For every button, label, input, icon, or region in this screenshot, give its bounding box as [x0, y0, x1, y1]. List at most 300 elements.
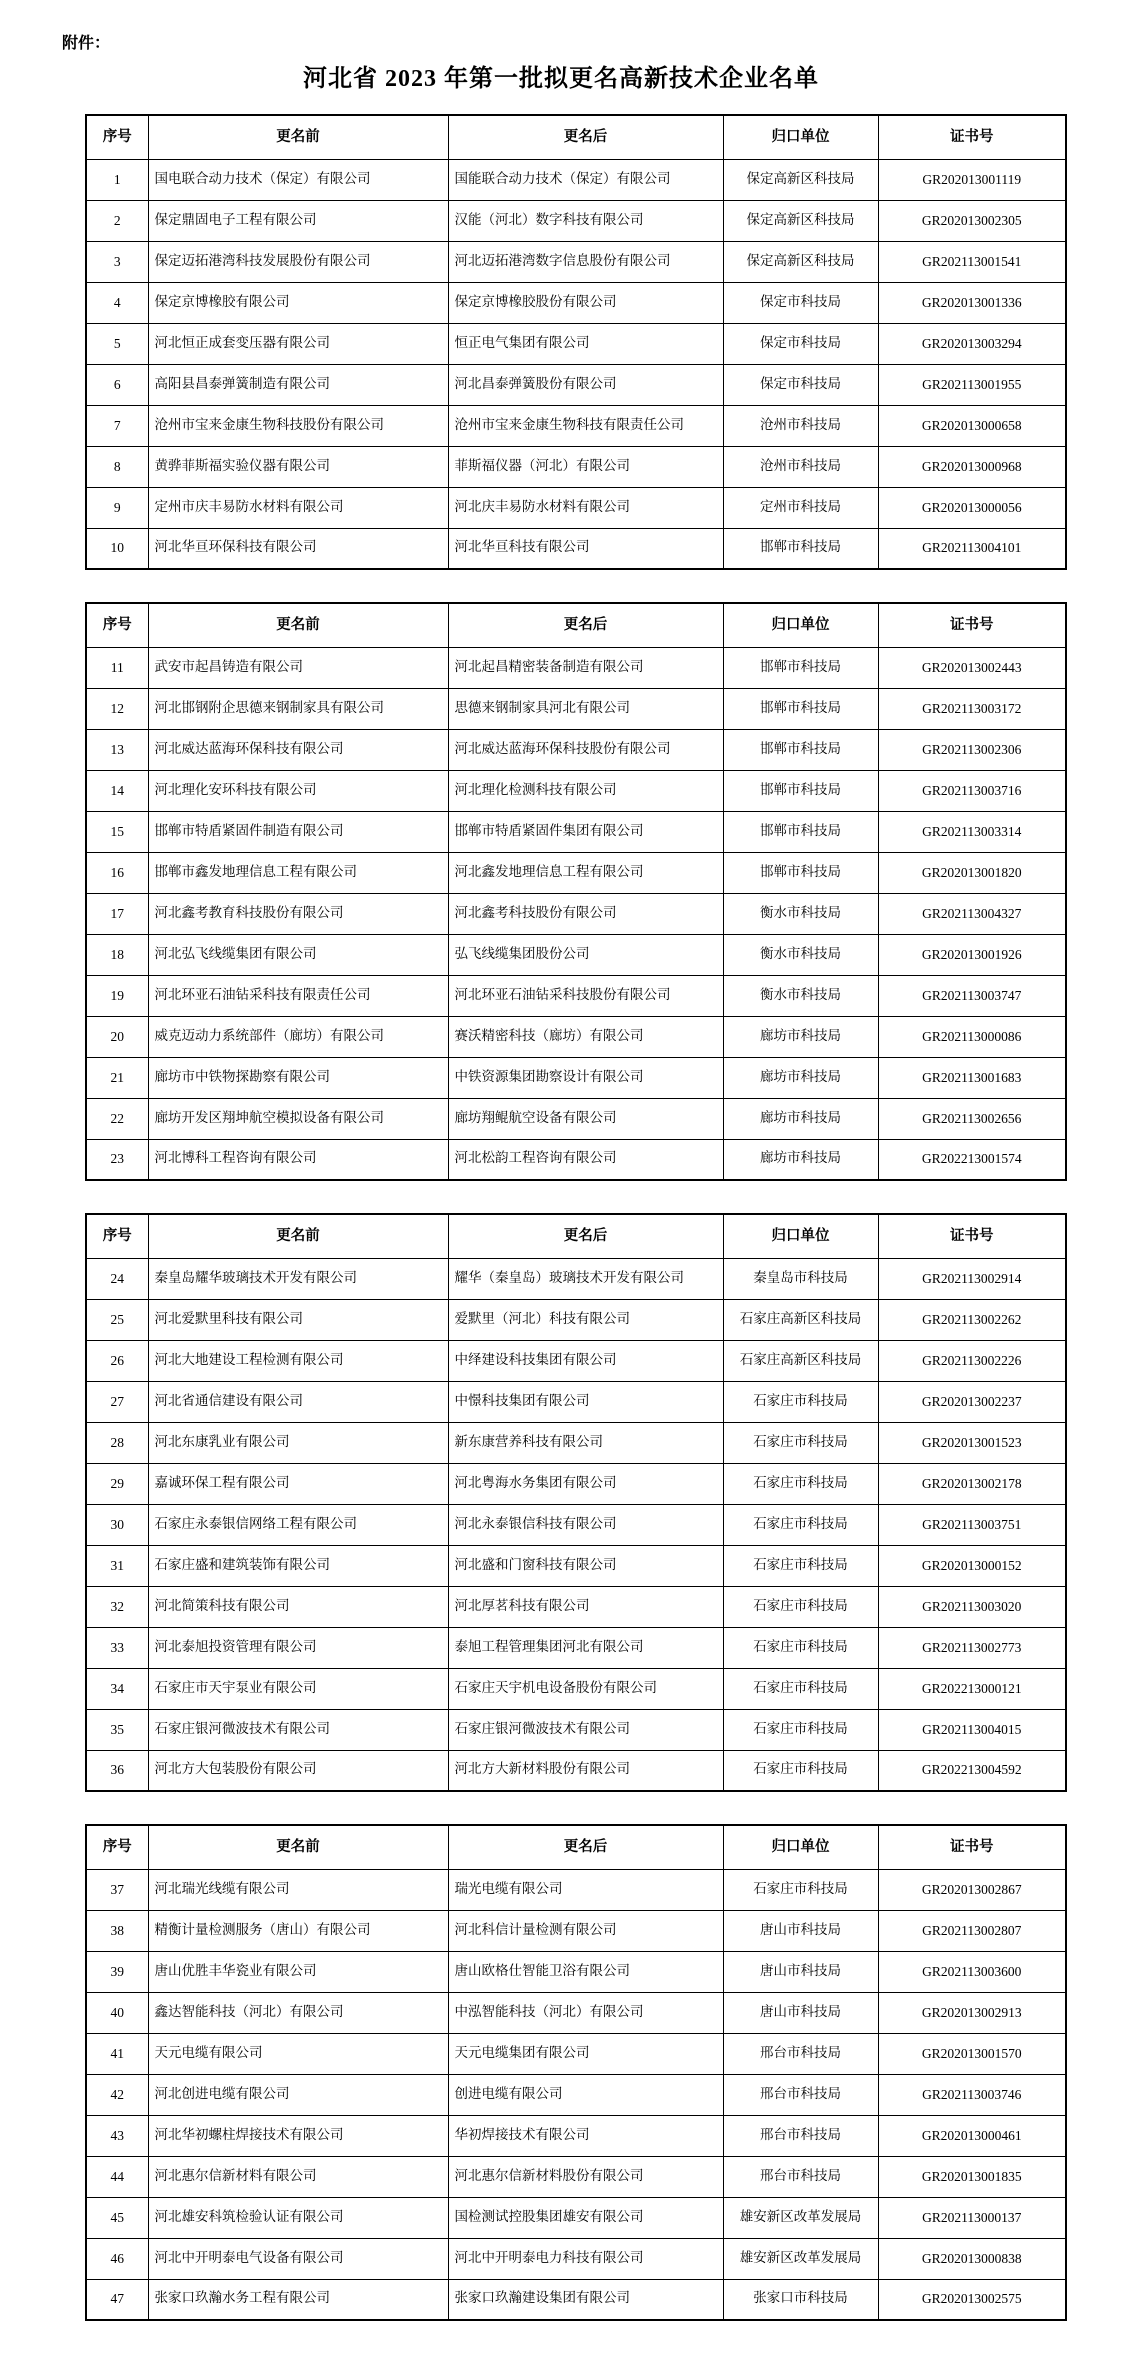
authority-cell: 保定高新区科技局 — [723, 241, 878, 282]
certificate-cell: GR202113002773 — [878, 1627, 1066, 1668]
name-before-cell: 鑫达智能科技（河北）有限公司 — [148, 1992, 448, 2033]
table-row — [86, 811, 1066, 852]
name-after-cell: 泰旭工程管理集团河北有限公司 — [448, 1627, 723, 1668]
name-after-cell: 河北威达蓝海环保科技股份有限公司 — [448, 729, 723, 770]
name-before-cell: 保定迈拓港湾科技发展股份有限公司 — [148, 241, 448, 282]
table-row — [86, 1951, 1066, 1992]
certificate-cell: GR202013001926 — [878, 934, 1066, 975]
column-header: 归口单位 — [723, 1214, 878, 1258]
name-after-cell: 河北科信计量检测有限公司 — [448, 1910, 723, 1951]
certificate-cell: GR202113004101 — [878, 528, 1066, 569]
row-number-cell: 45 — [86, 2197, 148, 2238]
name-after-cell: 国检测试控股集团雄安有限公司 — [448, 2197, 723, 2238]
authority-cell: 定州市科技局 — [723, 487, 878, 528]
row-number-cell: 9 — [86, 487, 148, 528]
certificate-cell: GR202213000121 — [878, 1668, 1066, 1709]
table-row — [86, 405, 1066, 446]
table-row — [86, 241, 1066, 282]
authority-cell: 石家庄市科技局 — [723, 1545, 878, 1586]
row-number-cell: 7 — [86, 405, 148, 446]
name-after-cell: 创进电缆有限公司 — [448, 2074, 723, 2115]
row-number-cell: 40 — [86, 1992, 148, 2033]
name-before-cell: 河北爱默里科技有限公司 — [148, 1299, 448, 1340]
column-header: 归口单位 — [723, 603, 878, 647]
name-before-cell: 河北创进电缆有限公司 — [148, 2074, 448, 2115]
authority-cell: 邯郸市科技局 — [723, 852, 878, 893]
row-number-cell: 39 — [86, 1951, 148, 1992]
name-before-cell: 石家庄银河微波技术有限公司 — [148, 1709, 448, 1750]
name-after-cell: 弘飞线缆集团股份公司 — [448, 934, 723, 975]
table-row — [86, 688, 1066, 729]
name-after-cell: 河北理化检测科技有限公司 — [448, 770, 723, 811]
table-row — [86, 1463, 1066, 1504]
table-row — [86, 1709, 1066, 1750]
name-before-cell: 威克迈动力系统部件（廊坊）有限公司 — [148, 1016, 448, 1057]
row-number-cell: 42 — [86, 2074, 148, 2115]
authority-cell: 唐山市科技局 — [723, 1910, 878, 1951]
certificate-cell: GR202113002226 — [878, 1340, 1066, 1381]
certificate-cell: GR202113001955 — [878, 364, 1066, 405]
name-after-cell: 河北鑫发地理信息工程有限公司 — [448, 852, 723, 893]
column-header: 序号 — [86, 1214, 148, 1258]
rename-table-3 — [85, 1213, 1067, 1792]
authority-cell: 雄安新区改革发展局 — [723, 2238, 878, 2279]
name-before-cell: 邯郸市鑫发地理信息工程有限公司 — [148, 852, 448, 893]
certificate-cell: GR202013001119 — [878, 159, 1066, 200]
column-header: 归口单位 — [723, 1825, 878, 1869]
certificate-cell: GR202113003716 — [878, 770, 1066, 811]
certificate-cell: GR202213001574 — [878, 1139, 1066, 1180]
certificate-cell: GR202013001336 — [878, 282, 1066, 323]
row-number-cell: 12 — [86, 688, 148, 729]
certificate-cell: GR202013001835 — [878, 2156, 1066, 2197]
table-row — [86, 446, 1066, 487]
row-number-cell: 8 — [86, 446, 148, 487]
name-before-cell: 国电联合动力技术（保定）有限公司 — [148, 159, 448, 200]
certificate-cell: GR202013001570 — [878, 2033, 1066, 2074]
row-number-cell: 26 — [86, 1340, 148, 1381]
column-header: 更名前 — [148, 1825, 448, 1869]
table-row — [86, 893, 1066, 934]
row-number-cell: 18 — [86, 934, 148, 975]
row-number-cell: 38 — [86, 1910, 148, 1951]
name-before-cell: 嘉诚环保工程有限公司 — [148, 1463, 448, 1504]
row-number-cell: 19 — [86, 975, 148, 1016]
row-number-cell: 25 — [86, 1299, 148, 1340]
page-title: 河北省 2023 年第一批拟更名高新技术企业名单 — [303, 66, 819, 92]
name-after-cell: 河北华亘科技有限公司 — [448, 528, 723, 569]
authority-cell: 邯郸市科技局 — [723, 688, 878, 729]
certificate-cell: GR202113002807 — [878, 1910, 1066, 1951]
authority-cell: 廊坊市科技局 — [723, 1098, 878, 1139]
authority-cell: 衡水市科技局 — [723, 975, 878, 1016]
table-row — [86, 2115, 1066, 2156]
column-header: 更名后 — [448, 1825, 723, 1869]
table-row — [86, 1668, 1066, 1709]
row-number-cell: 16 — [86, 852, 148, 893]
row-number-cell: 33 — [86, 1627, 148, 1668]
name-after-cell: 天元电缆集团有限公司 — [448, 2033, 723, 2074]
certificate-cell: GR202113001541 — [878, 241, 1066, 282]
table-row — [86, 1016, 1066, 1057]
name-before-cell: 沧州市宝来金康生物科技股份有限公司 — [148, 405, 448, 446]
tables-container — [85, 114, 1065, 2353]
column-header: 序号 — [86, 603, 148, 647]
table-row — [86, 2156, 1066, 2197]
row-number-cell: 31 — [86, 1545, 148, 1586]
row-number-cell: 17 — [86, 893, 148, 934]
name-after-cell: 石家庄天宇机电设备股份有限公司 — [448, 1668, 723, 1709]
name-before-cell: 河北中开明泰电气设备有限公司 — [148, 2238, 448, 2279]
authority-cell: 沧州市科技局 — [723, 446, 878, 487]
name-after-cell: 赛沃精密科技（廊坊）有限公司 — [448, 1016, 723, 1057]
rename-table-1 — [85, 114, 1067, 570]
column-header: 证书号 — [878, 115, 1066, 159]
row-number-cell: 10 — [86, 528, 148, 569]
name-before-cell: 保定京博橡胶有限公司 — [148, 282, 448, 323]
column-header: 更名前 — [148, 115, 448, 159]
row-number-cell: 6 — [86, 364, 148, 405]
name-after-cell: 河北环亚石油钻采科技股份有限公司 — [448, 975, 723, 1016]
name-before-cell: 河北华初螺柱焊接技术有限公司 — [148, 2115, 448, 2156]
header-row — [86, 1825, 1066, 1869]
row-number-cell: 3 — [86, 241, 148, 282]
name-after-cell: 河北鑫考科技股份有限公司 — [448, 893, 723, 934]
column-header: 更名前 — [148, 603, 448, 647]
name-before-cell: 河北邯钢附企思德来钢制家具有限公司 — [148, 688, 448, 729]
table-row — [86, 975, 1066, 1016]
certificate-cell: GR202113003600 — [878, 1951, 1066, 1992]
name-after-cell: 张家口玖瀚建设集团有限公司 — [448, 2279, 723, 2320]
row-number-cell: 15 — [86, 811, 148, 852]
certificate-cell: GR202013000461 — [878, 2115, 1066, 2156]
authority-cell: 秦皇岛市科技局 — [723, 1258, 878, 1299]
name-before-cell: 河北鑫考教育科技股份有限公司 — [148, 893, 448, 934]
table-row — [86, 1586, 1066, 1627]
row-number-cell: 35 — [86, 1709, 148, 1750]
name-before-cell: 河北博科工程咨询有限公司 — [148, 1139, 448, 1180]
table-row — [86, 2033, 1066, 2074]
table-row — [86, 934, 1066, 975]
certificate-cell: GR202013003294 — [878, 323, 1066, 364]
table-row — [86, 2279, 1066, 2320]
authority-cell: 廊坊市科技局 — [723, 1057, 878, 1098]
name-before-cell: 河北东康乳业有限公司 — [148, 1422, 448, 1463]
row-number-cell: 34 — [86, 1668, 148, 1709]
name-before-cell: 河北弘飞线缆集团有限公司 — [148, 934, 448, 975]
name-after-cell: 华初焊接技术有限公司 — [448, 2115, 723, 2156]
authority-cell: 邯郸市科技局 — [723, 811, 878, 852]
table-row — [86, 852, 1066, 893]
name-after-cell: 石家庄银河微波技术有限公司 — [448, 1709, 723, 1750]
name-before-cell: 河北省通信建设有限公司 — [148, 1381, 448, 1422]
certificate-cell: GR202013000658 — [878, 405, 1066, 446]
name-after-cell: 河北松韵工程咨询有限公司 — [448, 1139, 723, 1180]
table-row — [86, 1098, 1066, 1139]
name-before-cell: 唐山优胜丰华瓷业有限公司 — [148, 1951, 448, 1992]
name-before-cell: 河北雄安科筑检验认证有限公司 — [148, 2197, 448, 2238]
authority-cell: 石家庄高新区科技局 — [723, 1340, 878, 1381]
name-after-cell: 中泓智能科技（河北）有限公司 — [448, 1992, 723, 2033]
name-before-cell: 定州市庆丰易防水材料有限公司 — [148, 487, 448, 528]
certificate-cell: GR202013002443 — [878, 647, 1066, 688]
table-row — [86, 1139, 1066, 1180]
table-row — [86, 323, 1066, 364]
authority-cell: 保定市科技局 — [723, 323, 878, 364]
row-number-cell: 14 — [86, 770, 148, 811]
certificate-cell: GR202113002262 — [878, 1299, 1066, 1340]
certificate-cell: GR202013000968 — [878, 446, 1066, 487]
name-after-cell: 河北永泰银信科技有限公司 — [448, 1504, 723, 1545]
table-row — [86, 200, 1066, 241]
table-row — [86, 1057, 1066, 1098]
name-after-cell: 唐山欧格仕智能卫浴有限公司 — [448, 1951, 723, 1992]
name-after-cell: 廊坊翔鲲航空设备有限公司 — [448, 1098, 723, 1139]
certificate-cell: GR202113001683 — [878, 1057, 1066, 1098]
authority-cell: 廊坊市科技局 — [723, 1139, 878, 1180]
authority-cell: 石家庄市科技局 — [723, 1504, 878, 1545]
name-before-cell: 廊坊开发区翔坤航空模拟设备有限公司 — [148, 1098, 448, 1139]
certificate-cell: GR202113000086 — [878, 1016, 1066, 1057]
name-before-cell: 黄骅菲斯福实验仪器有限公司 — [148, 446, 448, 487]
column-header: 证书号 — [878, 1825, 1066, 1869]
name-before-cell: 天元电缆有限公司 — [148, 2033, 448, 2074]
authority-cell: 邢台市科技局 — [723, 2115, 878, 2156]
authority-cell: 邢台市科技局 — [723, 2074, 878, 2115]
authority-cell: 廊坊市科技局 — [723, 1016, 878, 1057]
table-row — [86, 729, 1066, 770]
name-after-cell: 河北中开明泰电力科技有限公司 — [448, 2238, 723, 2279]
name-before-cell: 河北恒正成套变压器有限公司 — [148, 323, 448, 364]
authority-cell: 石家庄市科技局 — [723, 1463, 878, 1504]
certificate-cell: GR202013002575 — [878, 2279, 1066, 2320]
certificate-cell: GR202013001820 — [878, 852, 1066, 893]
certificate-cell: GR202013000056 — [878, 487, 1066, 528]
row-number-cell: 47 — [86, 2279, 148, 2320]
name-after-cell: 河北惠尔信新材料股份有限公司 — [448, 2156, 723, 2197]
authority-cell: 石家庄市科技局 — [723, 1709, 878, 1750]
name-before-cell: 河北威达蓝海环保科技有限公司 — [148, 729, 448, 770]
name-after-cell: 河北方大新材料股份有限公司 — [448, 1750, 723, 1791]
name-before-cell: 石家庄永泰银信网络工程有限公司 — [148, 1504, 448, 1545]
certificate-cell: GR202113003746 — [878, 2074, 1066, 2115]
certificate-cell: GR202113003172 — [878, 688, 1066, 729]
header-row — [86, 1214, 1066, 1258]
name-after-cell: 中憬科技集团有限公司 — [448, 1381, 723, 1422]
column-header: 证书号 — [878, 603, 1066, 647]
name-after-cell: 瑞光电缆有限公司 — [448, 1869, 723, 1910]
certificate-cell: GR202013002305 — [878, 200, 1066, 241]
authority-cell: 衡水市科技局 — [723, 893, 878, 934]
column-header: 更名后 — [448, 603, 723, 647]
authority-cell: 邯郸市科技局 — [723, 770, 878, 811]
name-after-cell: 河北迈拓港湾数字信息股份有限公司 — [448, 241, 723, 282]
authority-cell: 唐山市科技局 — [723, 1992, 878, 2033]
row-number-cell: 4 — [86, 282, 148, 323]
authority-cell: 唐山市科技局 — [723, 1951, 878, 1992]
table-row — [86, 1299, 1066, 1340]
certificate-cell: GR202113000137 — [878, 2197, 1066, 2238]
authority-cell: 邯郸市科技局 — [723, 647, 878, 688]
row-number-cell: 27 — [86, 1381, 148, 1422]
authority-cell: 衡水市科技局 — [723, 934, 878, 975]
row-number-cell: 36 — [86, 1750, 148, 1791]
row-number-cell: 24 — [86, 1258, 148, 1299]
table-row — [86, 2197, 1066, 2238]
authority-cell: 石家庄市科技局 — [723, 1869, 878, 1910]
certificate-cell: GR202013002237 — [878, 1381, 1066, 1422]
row-number-cell: 41 — [86, 2033, 148, 2074]
authority-cell: 保定高新区科技局 — [723, 200, 878, 241]
authority-cell: 石家庄市科技局 — [723, 1586, 878, 1627]
name-before-cell: 河北惠尔信新材料有限公司 — [148, 2156, 448, 2197]
name-before-cell: 邯郸市特盾紧固件制造有限公司 — [148, 811, 448, 852]
name-after-cell: 汉能（河北）数字科技有限公司 — [448, 200, 723, 241]
name-after-cell: 恒正电气集团有限公司 — [448, 323, 723, 364]
authority-cell: 沧州市科技局 — [723, 405, 878, 446]
table-row — [86, 770, 1066, 811]
row-number-cell: 5 — [86, 323, 148, 364]
authority-cell: 邢台市科技局 — [723, 2156, 878, 2197]
certificate-cell: GR202113004015 — [878, 1709, 1066, 1750]
certificate-cell: GR202113003751 — [878, 1504, 1066, 1545]
name-after-cell: 新东康营养科技有限公司 — [448, 1422, 723, 1463]
name-after-cell: 耀华（秦皇岛）玻璃技术开发有限公司 — [448, 1258, 723, 1299]
row-number-cell: 30 — [86, 1504, 148, 1545]
table-row — [86, 2074, 1066, 2115]
row-number-cell: 46 — [86, 2238, 148, 2279]
rename-table-2 — [85, 602, 1067, 1181]
certificate-cell: GR202113004327 — [878, 893, 1066, 934]
name-after-cell: 中绎建设科技集团有限公司 — [448, 1340, 723, 1381]
table-row — [86, 1869, 1066, 1910]
authority-cell: 张家口市科技局 — [723, 2279, 878, 2320]
name-before-cell: 石家庄市天宇泵业有限公司 — [148, 1668, 448, 1709]
certificate-cell: GR202013001523 — [878, 1422, 1066, 1463]
row-number-cell: 37 — [86, 1869, 148, 1910]
table-row — [86, 528, 1066, 569]
row-number-cell: 28 — [86, 1422, 148, 1463]
table-row — [86, 1750, 1066, 1791]
column-header: 序号 — [86, 1825, 148, 1869]
name-before-cell: 廊坊市中铁物探勘察有限公司 — [148, 1057, 448, 1098]
table-row — [86, 1340, 1066, 1381]
authority-cell: 保定市科技局 — [723, 282, 878, 323]
header-row — [86, 603, 1066, 647]
certificate-cell: GR202213004592 — [878, 1750, 1066, 1791]
column-header: 更名后 — [448, 115, 723, 159]
table-row — [86, 282, 1066, 323]
name-after-cell: 保定京博橡胶股份有限公司 — [448, 282, 723, 323]
name-before-cell: 河北理化安环科技有限公司 — [148, 770, 448, 811]
authority-cell: 石家庄市科技局 — [723, 1422, 878, 1463]
name-before-cell: 河北简策科技有限公司 — [148, 1586, 448, 1627]
table-row — [86, 1422, 1066, 1463]
row-number-cell: 44 — [86, 2156, 148, 2197]
authority-cell: 保定高新区科技局 — [723, 159, 878, 200]
row-number-cell: 20 — [86, 1016, 148, 1057]
name-after-cell: 爱默里（河北）科技有限公司 — [448, 1299, 723, 1340]
certificate-cell: GR202013000152 — [878, 1545, 1066, 1586]
name-after-cell: 沧州市宝来金康生物科技有限责任公司 — [448, 405, 723, 446]
name-after-cell: 河北粤海水务集团有限公司 — [448, 1463, 723, 1504]
certificate-cell: GR202013000838 — [878, 2238, 1066, 2279]
authority-cell: 雄安新区改革发展局 — [723, 2197, 878, 2238]
column-header: 证书号 — [878, 1214, 1066, 1258]
certificate-cell: GR202113002914 — [878, 1258, 1066, 1299]
certificate-cell: GR202013002913 — [878, 1992, 1066, 2033]
name-after-cell: 河北厚茗科技有限公司 — [448, 1586, 723, 1627]
table-row — [86, 1381, 1066, 1422]
certificate-cell: GR202113003020 — [878, 1586, 1066, 1627]
name-after-cell: 河北庆丰易防水材料有限公司 — [448, 487, 723, 528]
table-row — [86, 1992, 1066, 2033]
name-after-cell: 邯郸市特盾紧固件集团有限公司 — [448, 811, 723, 852]
table-row — [86, 1258, 1066, 1299]
column-header: 序号 — [86, 115, 148, 159]
certificate-cell: GR202113003314 — [878, 811, 1066, 852]
rename-table-4 — [85, 1824, 1067, 2321]
name-after-cell: 中铁资源集团勘察设计有限公司 — [448, 1057, 723, 1098]
name-before-cell: 高阳县昌泰弹簧制造有限公司 — [148, 364, 448, 405]
name-after-cell: 河北起昌精密装备制造有限公司 — [448, 647, 723, 688]
authority-cell: 邢台市科技局 — [723, 2033, 878, 2074]
column-header: 更名后 — [448, 1214, 723, 1258]
certificate-cell: GR202113002306 — [878, 729, 1066, 770]
row-number-cell: 1 — [86, 159, 148, 200]
authority-cell: 石家庄市科技局 — [723, 1668, 878, 1709]
row-number-cell: 23 — [86, 1139, 148, 1180]
name-before-cell: 河北方大包装股份有限公司 — [148, 1750, 448, 1791]
certificate-cell: GR202013002178 — [878, 1463, 1066, 1504]
certificate-cell: GR202113002656 — [878, 1098, 1066, 1139]
name-before-cell: 河北瑞光线缆有限公司 — [148, 1869, 448, 1910]
table-row — [86, 159, 1066, 200]
row-number-cell: 43 — [86, 2115, 148, 2156]
column-header: 更名前 — [148, 1214, 448, 1258]
authority-cell: 邯郸市科技局 — [723, 528, 878, 569]
name-before-cell: 河北华亘环保科技有限公司 — [148, 528, 448, 569]
row-number-cell: 13 — [86, 729, 148, 770]
name-after-cell: 河北盛和门窗科技有限公司 — [448, 1545, 723, 1586]
name-before-cell: 张家口玖瀚水务工程有限公司 — [148, 2279, 448, 2320]
table-row — [86, 2238, 1066, 2279]
table-row — [86, 364, 1066, 405]
name-before-cell: 河北环亚石油钻采科技有限责任公司 — [148, 975, 448, 1016]
name-before-cell: 武安市起昌铸造有限公司 — [148, 647, 448, 688]
row-number-cell: 11 — [86, 647, 148, 688]
header-row — [86, 115, 1066, 159]
name-after-cell: 河北昌泰弹簧股份有限公司 — [448, 364, 723, 405]
name-before-cell: 保定鼎固电子工程有限公司 — [148, 200, 448, 241]
authority-cell: 石家庄市科技局 — [723, 1627, 878, 1668]
name-after-cell: 国能联合动力技术（保定）有限公司 — [448, 159, 723, 200]
certificate-cell: GR202013002867 — [878, 1869, 1066, 1910]
authority-cell: 石家庄市科技局 — [723, 1381, 878, 1422]
table-row — [86, 1545, 1066, 1586]
row-number-cell: 32 — [86, 1586, 148, 1627]
name-before-cell: 秦皇岛耀华玻璃技术开发有限公司 — [148, 1258, 448, 1299]
authority-cell: 石家庄市科技局 — [723, 1750, 878, 1791]
name-before-cell: 石家庄盛和建筑装饰有限公司 — [148, 1545, 448, 1586]
row-number-cell: 22 — [86, 1098, 148, 1139]
row-number-cell: 2 — [86, 200, 148, 241]
table-row — [86, 1910, 1066, 1951]
authority-cell: 邯郸市科技局 — [723, 729, 878, 770]
row-number-cell: 29 — [86, 1463, 148, 1504]
authority-cell: 石家庄高新区科技局 — [723, 1299, 878, 1340]
row-number-cell: 21 — [86, 1057, 148, 1098]
